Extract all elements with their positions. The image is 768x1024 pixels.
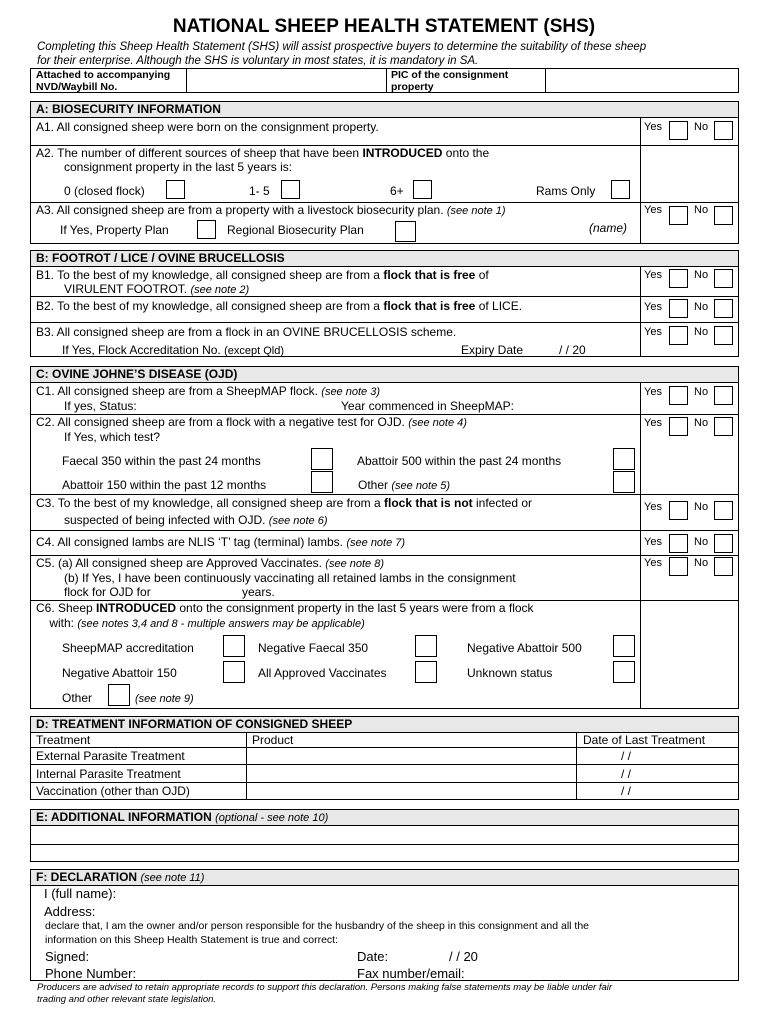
b1-text	[36, 268, 489, 282]
section-a-header: A: BIOSECURITY INFORMATION	[31, 102, 738, 118]
b1-no-label: No	[694, 269, 709, 281]
c3-suspected: suspected of being infected with OJD.	[64, 513, 266, 527]
a2-option-6-label: 6+	[390, 184, 404, 198]
b3-no-label: No	[694, 326, 709, 338]
c6-allapproved-checkbox[interactable]	[415, 661, 437, 683]
c2-other-checkbox[interactable]	[613, 471, 635, 493]
c2-no-checkbox[interactable]	[714, 417, 733, 436]
b1-yes-label: Yes	[644, 269, 662, 281]
c5-note: (see note 8)	[325, 558, 384, 570]
b2-no-label: No	[694, 301, 709, 313]
section-a	[30, 101, 739, 244]
b3-text: B3. All consigned sheep are from a flock in an OVINE BRUCELLOSIS scheme.	[36, 325, 457, 339]
c6-unknown-label: Unknown status	[467, 666, 553, 680]
intro-line-2: for their enterprise. Although the SHS is voluntary in most states, it is mandatory in SA.	[37, 55, 479, 67]
c3-no-label: No	[694, 501, 709, 513]
a3-regional-checkbox[interactable]	[395, 221, 416, 242]
a3-no-label: No	[694, 204, 709, 216]
section-d	[30, 716, 739, 800]
a2-rams-label: Rams Only	[536, 184, 596, 198]
section-f-note: (see note 11)	[140, 872, 205, 884]
c1-yes-label: Yes	[644, 386, 662, 398]
c2-abattoir500-label: Abattoir 500 within the past 24 months	[357, 454, 562, 468]
a2-text-1: A2. The number of different sources of sheep that have been	[36, 146, 363, 160]
a1-text: A1. All consigned sheep were born on the consignment property.	[36, 120, 379, 134]
c2-yes-checkbox[interactable]	[669, 417, 688, 436]
b3-expiry-date: / / 20	[559, 343, 586, 357]
c2-abattoir150-checkbox[interactable]	[311, 471, 333, 493]
section-e-header	[31, 810, 738, 826]
c4-note: (see note 7)	[346, 537, 406, 549]
b2-yes-label: Yes	[644, 301, 662, 313]
c5-text	[36, 556, 384, 570]
col-treatment: Treatment	[36, 733, 91, 747]
b2-yes-checkbox[interactable]	[669, 299, 688, 318]
a3-note: (see note 1)	[446, 205, 506, 217]
section-f-title: F: DECLARATION	[36, 870, 138, 884]
c5-yes-label: Yes	[644, 557, 662, 569]
intro-text	[37, 40, 646, 68]
date-row-external: / /	[621, 749, 632, 763]
c6-text-3	[36, 616, 365, 630]
c6-other-note: (see note 9)	[135, 693, 194, 705]
c1-status-label: If yes, Status:	[64, 399, 137, 413]
c6-unknown-checkbox[interactable]	[613, 661, 635, 683]
fullname-label: I (full name):	[44, 886, 117, 901]
section-b-header: B: FOOTROT / LICE / OVINE BRUCELLOSIS	[31, 251, 738, 267]
b2-bold: flock that is free	[383, 299, 476, 313]
b1-virulent: VIRULENT FOOTROT.	[64, 282, 188, 296]
treatment-row-vaccination: Vaccination (other than OJD)	[36, 784, 190, 798]
a2-bold: INTRODUCED	[362, 146, 443, 160]
nvd-label-2: NVD/Waybill No.	[36, 81, 118, 93]
signed-label: Signed:	[45, 949, 90, 964]
c4-no-checkbox[interactable]	[714, 534, 733, 553]
c2-abattoir500-checkbox[interactable]	[613, 448, 635, 470]
c5-years-label: years.	[242, 585, 275, 599]
nvd-label-1: Attached to accompanying	[36, 69, 171, 81]
section-d-header: D: TREATMENT INFORMATION OF CONSIGNED SHEEP	[31, 717, 738, 733]
date-row-vaccination: / /	[621, 784, 632, 798]
fax-label: Fax number/email:	[357, 966, 465, 981]
a1-yes-label: Yes	[644, 121, 662, 133]
a2-text-2: onto the	[442, 146, 490, 160]
c2-no-label: No	[694, 417, 709, 429]
a1-no-label: No	[694, 121, 709, 133]
a2-text	[36, 146, 489, 160]
c1-no-checkbox[interactable]	[714, 386, 733, 405]
c5-no-checkbox[interactable]	[714, 557, 733, 576]
a3-property-plan-label: If Yes, Property Plan	[60, 223, 169, 237]
b1-no-checkbox[interactable]	[714, 269, 733, 288]
b1-yes-checkbox[interactable]	[669, 269, 688, 288]
c6-negab150-checkbox[interactable]	[223, 661, 245, 683]
c2-which-test: If Yes, which test?	[64, 430, 161, 444]
c6-other-label: Other	[62, 691, 93, 705]
section-c-header: C: OVINE JOHNE’S DISEASE (OJD)	[31, 367, 738, 383]
b1-text-2: of	[475, 268, 489, 282]
c1-note: (see note 3)	[321, 386, 380, 398]
pic-label-1: PIC of the consignment	[391, 69, 509, 81]
c6-text	[36, 601, 534, 615]
c4-no-label: No	[694, 536, 709, 548]
a1-yes-checkbox[interactable]	[669, 121, 688, 140]
c3-text-1: C3. To the best of my knowledge, all consigned sheep are from a	[36, 496, 384, 510]
a3-text	[36, 203, 506, 217]
a3-text-main: A3. All consigned sheep are from a property with a livestock biosecurity plan.	[36, 203, 444, 217]
document-title: NATIONAL SHEEP HEALTH STATEMENT (SHS)	[172, 16, 596, 37]
b2-text	[36, 299, 522, 313]
b3-flock-accreditation	[62, 343, 284, 357]
c1-text	[36, 384, 380, 398]
c2-other-label	[358, 478, 450, 492]
date-row-internal: / /	[621, 767, 632, 781]
a2-option-1-5-label: 1- 5	[249, 184, 270, 198]
c2-text	[36, 415, 467, 429]
c6-text-2: onto the consignment property in the last 5 years were from a flock	[176, 601, 534, 615]
footer-line-2: trading and other relevant state legislation.	[37, 994, 217, 1005]
a3-name-label: (name)	[589, 221, 628, 235]
c2-faecal-checkbox[interactable]	[311, 448, 333, 470]
declaration-line-1: declare that, I am the owner and/or person responsible for the husbandry of the sheep in this consignment and all the	[45, 920, 590, 932]
c6-allapproved-label: All Approved Vaccinates	[258, 666, 387, 680]
c6-negab500-checkbox[interactable]	[613, 635, 635, 657]
c1-text-main: C1. All consigned sheep are from a SheepMAP flock.	[36, 384, 318, 398]
c1-year-label: Year commenced in SheepMAP:	[341, 399, 514, 413]
c6-negfaecal-checkbox[interactable]	[415, 635, 437, 657]
b3-yes-checkbox[interactable]	[669, 326, 688, 345]
treatment-row-external: External Parasite Treatment	[36, 749, 185, 763]
a2-option-0-label: 0 (closed flock)	[64, 184, 145, 198]
c3-yes-checkbox[interactable]	[669, 501, 688, 520]
c4-yes-checkbox[interactable]	[669, 534, 688, 553]
footer-note	[37, 982, 612, 1006]
c6-with: with:	[49, 616, 75, 630]
a2-option-0-checkbox[interactable]	[166, 180, 185, 199]
col-product: Product	[252, 733, 294, 747]
c2-yes-label: Yes	[644, 417, 662, 429]
c6-text-1: C6. Sheep	[36, 601, 97, 615]
c5-no-label: No	[694, 557, 709, 569]
c2-note: (see note 4)	[408, 417, 467, 429]
a3-no-checkbox[interactable]	[714, 206, 733, 225]
c3-bold: flock that is not	[383, 496, 473, 510]
c2-text-main: C2. All consigned sheep are from a flock with a negative test for OJD.	[36, 415, 405, 429]
b1-text-3	[64, 282, 249, 296]
b3-except: (except Qld)	[224, 345, 285, 357]
c3-text-3	[64, 513, 328, 527]
b1-bold: flock that is free	[383, 268, 476, 282]
c3-no-checkbox[interactable]	[714, 501, 733, 520]
treatment-row-internal: Internal Parasite Treatment	[36, 767, 181, 781]
section-e-note: (optional - see note 10)	[215, 812, 329, 824]
c3-text-2: infected or	[472, 496, 533, 510]
a2-text-3: consignment property in the last 5 years is:	[64, 160, 293, 174]
c4-yes-label: Yes	[644, 536, 662, 548]
a2-option-6-checkbox[interactable]	[413, 180, 432, 199]
b3-yes-text: If Yes, Flock Accreditation No.	[62, 343, 221, 357]
attachment-row	[30, 68, 739, 93]
b1-note: (see note 2)	[190, 284, 250, 296]
c2-faecal-label: Faecal 350 within the past 24 months	[62, 454, 261, 468]
c4-text-main: C4. All consigned lambs are NLIS ‘T’ tag (terminal) lambs.	[36, 535, 344, 549]
section-e	[30, 809, 739, 862]
c5-text-c: flock for OJD for	[64, 585, 151, 599]
section-f-header	[31, 870, 738, 886]
declaration-line-2: information on this Sheep Health Statement is true and correct:	[45, 934, 338, 946]
c2-abattoir150-label: Abattoir 150 within the past 12 months	[62, 478, 267, 492]
date-label: Date:	[357, 949, 389, 964]
c4-text	[36, 535, 405, 549]
a3-property-plan-checkbox[interactable]	[197, 220, 216, 239]
c3-yes-label: Yes	[644, 501, 662, 513]
pic-label	[391, 69, 508, 93]
col-date: Date of Last Treatment	[583, 733, 706, 747]
c6-other-checkbox[interactable]	[108, 684, 130, 706]
c5-text-b: (b) If Yes, I have been continuously vaccinating all retained lambs in the consignment	[64, 571, 516, 585]
b1-text-1: B1. To the best of my knowledge, all consigned sheep are from a	[36, 268, 384, 282]
b3-expiry-label: Expiry Date	[461, 343, 524, 357]
phone-label: Phone Number:	[45, 966, 137, 981]
pic-label-2: property	[391, 81, 434, 93]
a3-yes-label: Yes	[644, 204, 662, 216]
c1-no-label: No	[694, 386, 709, 398]
c3-note: (see note 6)	[268, 515, 328, 527]
b2-no-checkbox[interactable]	[714, 299, 733, 318]
a2-rams-checkbox[interactable]	[611, 180, 630, 199]
a3-regional-label: Regional Biosecurity Plan	[227, 223, 364, 237]
c6-sheepmap-label: SheepMAP accreditation	[62, 641, 194, 655]
c1-yes-checkbox[interactable]	[669, 386, 688, 405]
c6-bold: INTRODUCED	[96, 601, 177, 615]
section-e-title: E: ADDITIONAL INFORMATION	[36, 810, 212, 824]
c6-sheepmap-checkbox[interactable]	[223, 635, 245, 657]
c5-yes-checkbox[interactable]	[669, 557, 688, 576]
c3-text	[36, 496, 532, 510]
section-b	[30, 250, 739, 357]
b3-yes-label: Yes	[644, 326, 662, 338]
c6-negfaecal-label: Negative Faecal 350	[258, 641, 369, 655]
b2-text-1: B2. To the best of my knowledge, all consigned sheep are from a	[36, 299, 384, 313]
c6-negab500-label: Negative Abattoir 500	[467, 641, 582, 655]
b2-text-2: of LICE.	[475, 299, 523, 313]
date-format: / / 20	[449, 949, 478, 964]
section-c	[30, 366, 739, 709]
c6-note: (see notes 3,4 and 8 - multiple answers may be applicable)	[77, 618, 365, 630]
nvd-label	[36, 69, 170, 93]
a2-option-1-5-checkbox[interactable]	[281, 180, 300, 199]
section-f	[30, 869, 739, 981]
a3-yes-checkbox[interactable]	[669, 206, 688, 225]
a1-no-checkbox[interactable]	[714, 121, 733, 140]
intro-line-1: Completing this Sheep Health Statement (SHS) will assist prospective buyers to determine the suitability of these sheep	[37, 41, 647, 53]
footer-line-1: Producers are advised to retain appropriate records to support this declaration. Persons making false statements may be liable under fair	[37, 982, 613, 993]
c2-other-text: Other	[358, 478, 389, 492]
c6-negab150-label: Negative Abattoir 150	[62, 666, 177, 680]
b3-no-checkbox[interactable]	[714, 326, 733, 345]
c2-other-note: (see note 5)	[391, 480, 451, 492]
address-label: Address:	[44, 904, 96, 919]
c5-text-main: C5. (a) All consigned sheep are Approved Vaccinates.	[36, 556, 322, 570]
